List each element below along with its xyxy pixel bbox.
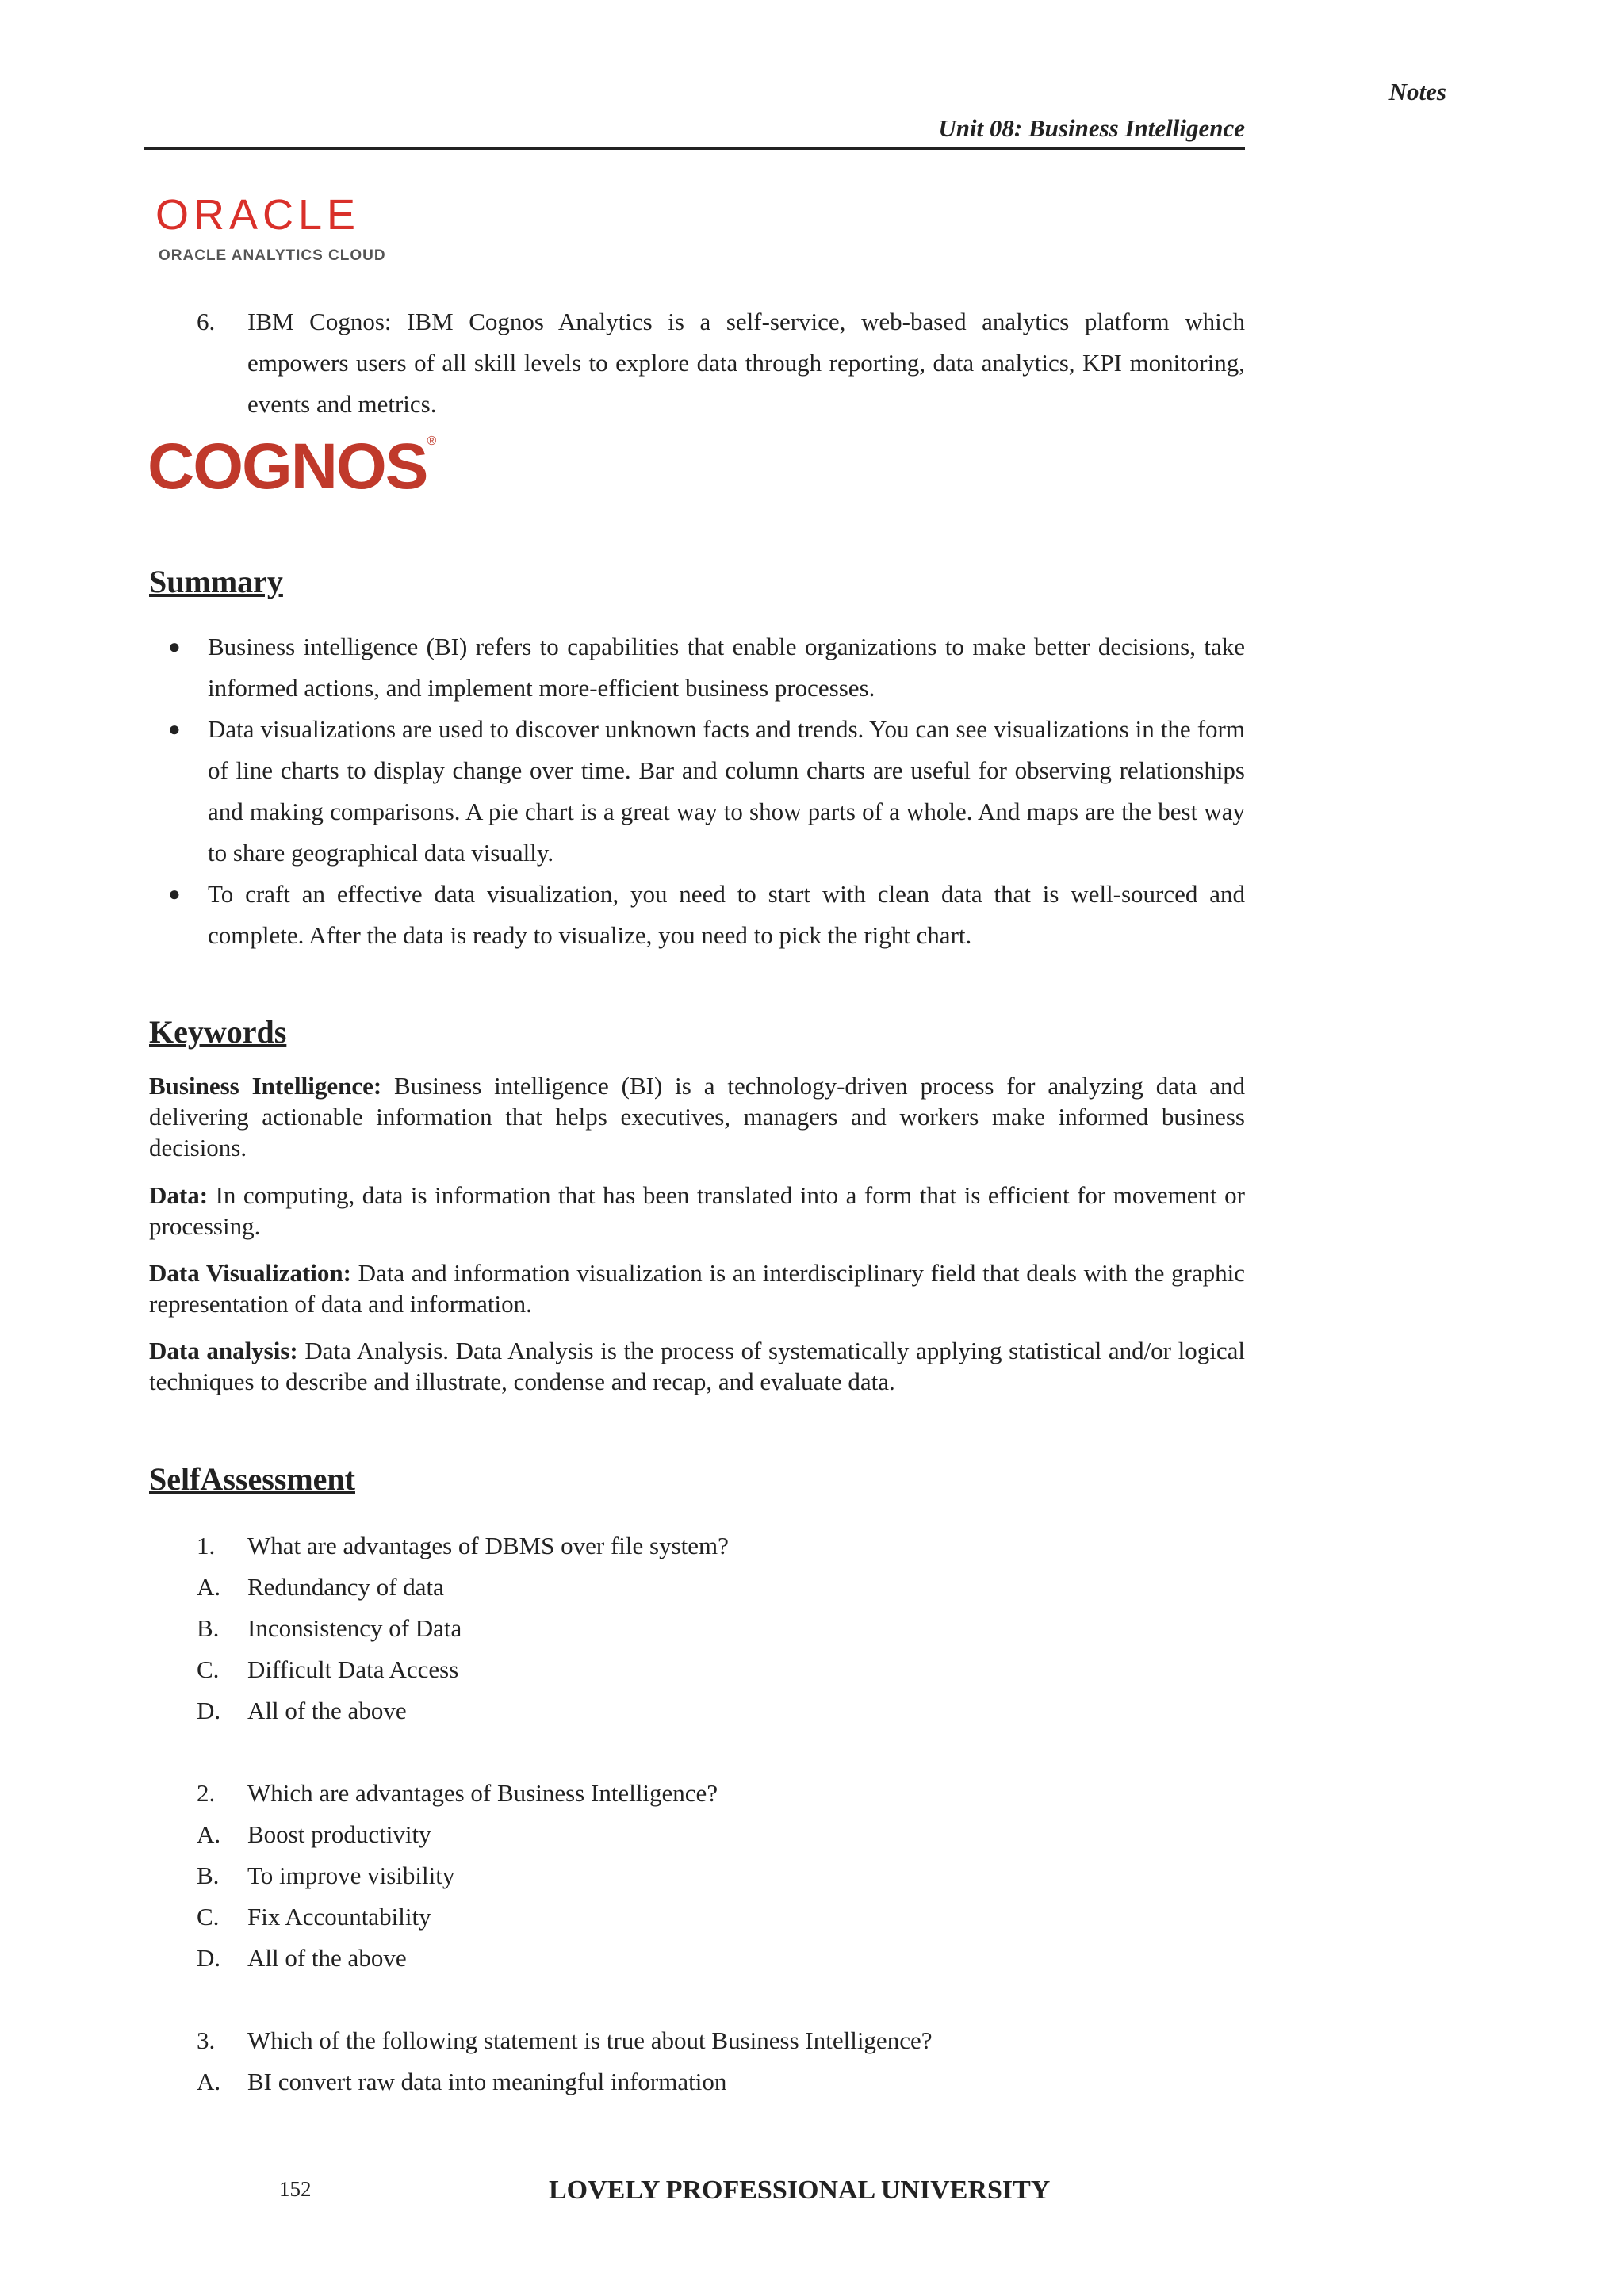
option-letter: B. [197,1862,220,1889]
option-letter: B. [197,1614,220,1642]
cognos-logo-wordmark: COGNOS [147,430,427,503]
question-number: 2. [197,1779,216,1807]
keyword-definition: Data Analysis. Data Analysis is the process of systematically applying statistical and/or logical techniques to describe and illustrate, condense and recap, and evaluate data. [149,1337,1245,1395]
summary-bullet [165,626,1245,709]
option-row [197,1649,1245,1690]
keyword-definition: Data and information visualization is an interdisciplinary field that deals with the graphic representation of data and information. [149,1259,1245,1318]
oracle-logo-subtitle: ORACLE ANALYTICS CLOUD [159,247,386,264]
question-row [197,1525,1245,1567]
cognos-logo [147,430,437,503]
list-item-text: IBM Cognos: IBM Cognos Analytics is a self-service, web-based analytics platform which empowers users of all skill levels to explore data through reporting, data analytics, KPI monitoring, events and metrics. [247,308,1245,418]
option-text: Difficult Data Access [247,1655,459,1683]
unit-title: Unit 08: Business Intelligence [938,114,1245,142]
option-text: Boost productivity [247,1820,431,1848]
option-letter: D. [197,1944,221,1972]
summary-bullet [165,874,1245,956]
summary-bullet-text: Business intelligence (BI) refers to capabilities that enable organizations to make better decisions, take informed actions, and implement more-efficient business processes. [208,633,1245,702]
keyword-term: Data analysis: [149,1337,298,1364]
list-item-ibm-cognos [197,301,1245,425]
question-number: 3. [197,2026,216,2054]
oracle-logo-wordmark: ORACLE [155,191,361,239]
option-row [197,1938,1245,1979]
keyword-entry [149,1257,1245,1319]
option-letter: A. [197,2068,221,2095]
bullet-icon: ● [168,635,181,658]
summary-bullet-text: To craft an effective data visualization, you need to start with clean data that is well-sourced and complete. After the data is ready to visualize, you need to pick the right chart. [208,880,1245,949]
option-text: BI convert raw data into meaningful information [247,2068,727,2095]
keyword-entry [149,1335,1245,1397]
option-row [197,1896,1245,1938]
option-text: All of the above [247,1944,407,1972]
oracle-analytics-cloud-logo [155,193,425,265]
question-block [197,1525,1245,1732]
page-number: 152 [279,2177,312,2201]
option-text: All of the above [247,1697,407,1724]
bullet-icon: ● [168,718,181,740]
keyword-definition: Business intelligence (BI) is a technology-driven process for analyzing data and delivering actionable information that helps executives, managers and workers make informed business decisions. [149,1072,1245,1161]
question-text: Which are advantages of Business Intelligence? [247,1779,718,1807]
keywords-heading: Keywords [149,1014,287,1050]
header-rule [144,147,1245,150]
question-block [197,2020,1245,2103]
question-block [197,1773,1245,1979]
question-text: Which of the following statement is true about Business Intelligence? [247,2026,933,2054]
option-text: Fix Accountability [247,1903,431,1931]
keyword-entry [149,1180,1245,1242]
question-row [197,1773,1245,1814]
bullet-icon: ● [168,882,181,905]
question-row [197,2020,1245,2061]
option-row [197,1855,1245,1896]
option-letter: C. [197,1903,220,1931]
keyword-term: Data Visualization: [149,1259,351,1287]
option-letter: D. [197,1697,221,1724]
summary-bullet-text: Data visualizations are used to discover unknown facts and trends. You can see visualizations in the form of line charts to display change over time. Bar and column charts are useful for observing relationships and making comparisons. A pie chart is a great way to show parts of a whole. And maps are the best way to share geographical data visually. [208,715,1245,867]
registered-mark: ® [427,434,437,448]
list-item-number: 6. [197,308,216,335]
option-letter: A. [197,1820,221,1848]
keyword-definition: In computing, data is information that has been translated into a form that is efficient for movement or processing. [149,1181,1245,1240]
keyword-term: Data: [149,1181,209,1209]
self-assessment-heading: SelfAssessment [149,1461,355,1497]
option-row [197,1567,1245,1608]
summary-bullet [165,709,1245,874]
option-row [197,1608,1245,1649]
option-row [197,1814,1245,1855]
question-text: What are advantages of DBMS over file system? [247,1532,729,1559]
option-text: Redundancy of data [247,1573,444,1601]
summary-heading: Summary [149,564,283,599]
question-number: 1. [197,1532,216,1559]
notes-label: Notes [1388,78,1446,105]
option-letter: A. [197,1573,221,1601]
university-footer: LOVELY PROFESSIONAL UNIVERSITY [549,2175,1051,2205]
option-text: To improve visibility [247,1862,455,1889]
keyword-term: Business Intelligence: [149,1072,382,1100]
keyword-entry [149,1070,1245,1163]
option-row [197,2061,1245,2103]
summary-list [165,626,1245,956]
option-letter: C. [197,1655,220,1683]
option-row [197,1690,1245,1732]
option-text: Inconsistency of Data [247,1614,462,1642]
